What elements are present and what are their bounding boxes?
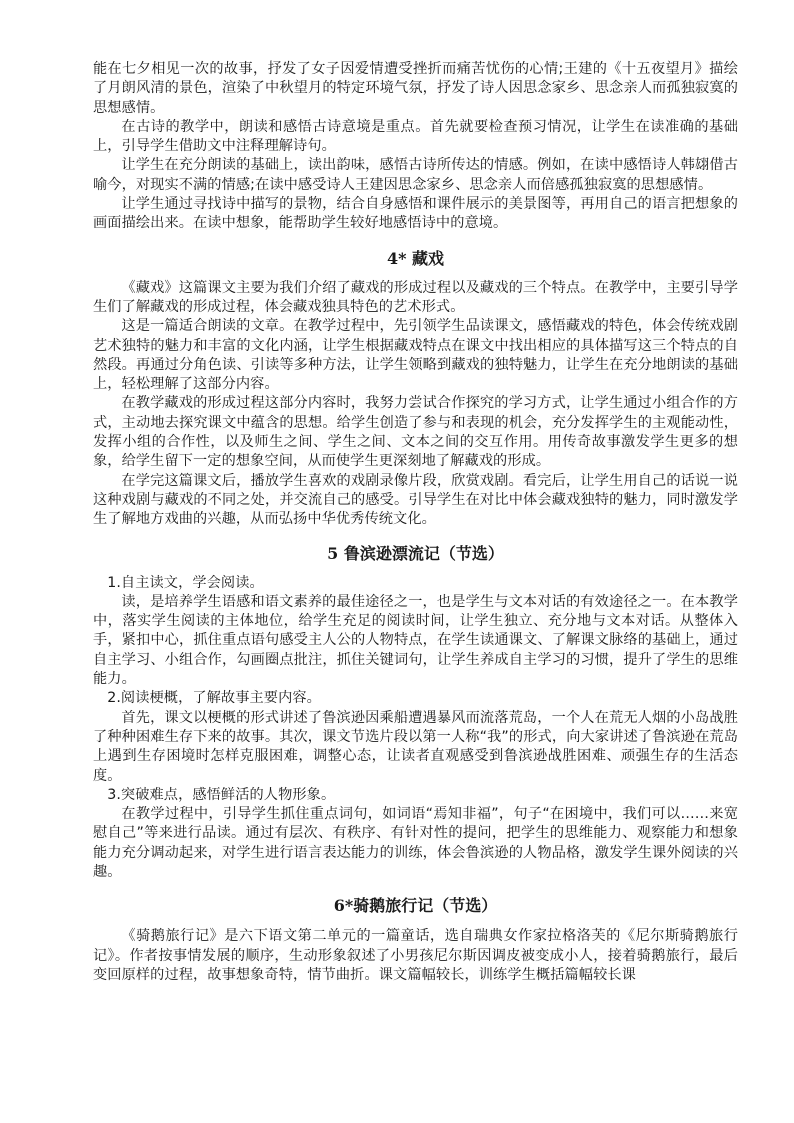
- section-5-item-2: 2.阅读梗概，了解故事主要内容。: [107, 690, 321, 707]
- section-6-paragraph-1: 《骑鹅旅行记》是六下语文第二单元的一篇童话，选自瑞典女作家拉格洛芙的《尼尔斯骑鹅旅行记》。作者按事情发展的顺序，生动形象叙述了小男孩尼尔斯因调皮被变成小人，接着骑鹅旅行，最后变回原样的过程，故事想象奇特，情节曲折。课文篇幅较长，训练学生概括篇幅较长课: [93, 928, 738, 983]
- section-5-paragraph-2: 首先，课文以梗概的形式讲述了鲁滨逊因乘船遭遇暴风而流落荒岛，一个人在荒无人烟的小岛战胜了种种困难生存下来的故事。其次，课文节选片段以第一人称“我”的形式，向大家讲述了鲁滨逊在荒岛上遇到生存困境时怎样克服困难，调整心态，让读者直观感受到鲁滨逊战胜困难、顽强生存的生活态度。: [93, 709, 738, 784]
- section-4-paragraph-1: 《藏戏》这篇课文主要为我们介绍了藏戏的形成过程以及藏戏的三个特点。在教学中，主要引导学生们了解藏戏的形成过程，体会藏戏独具特色的艺术形式。: [93, 279, 738, 315]
- section-5-heading: 5 鲁滨逊漂流记（节选）: [327, 543, 504, 563]
- section-5-paragraph-3: 在教学过程中，引导学生抓住重点词句，如词语“焉知非福”，句子“在困境中，我们可以……来宽慰自己”等来进行品读。通过有层次、有秩序、有针对性的提问，把学生的思维能力、观察能力和想象能力充分调动起来，对学生进行语言表达能力的训练，体会鲁滨逊的人物品格，激发学生课外阅读的兴趣。: [93, 806, 738, 880]
- section-4-paragraph-3: 在教学藏戏的形成过程这部分内容时，我努力尝试合作探究的学习方式，让学生通过小组合作的方式，主动地去探究课文中蕴含的思想。给学生创造了参与和表现的机会，充分发挥学生的主观能动性，发挥小组的合作性，以及师生之间、学生之间、文本之间的交互作用。用传奇故事激发学生更多的想象，给学生留下一定的想象空间，从而使学生更深刻地了解藏戏的形成。: [93, 395, 738, 470]
- section-4-paragraph-4: 在学完这篇课文后，播放学生喜欢的戏剧录像片段，欣赏戏剧。看完后，让学生用自己的话说一说这种戏剧与藏戏的不同之处，并交流自己的感受。引导学生在对比中体会藏戏独特的魅力，同时激发学生了解地方戏曲的兴趣，从而弘扬中华优秀传统文化。: [93, 472, 738, 528]
- section-5-item-1: 1.自主读文，学会阅读。: [107, 574, 264, 591]
- document-page: [93, 60, 738, 985]
- intro-paragraph-3: 让学生在充分朗读的基础上，读出韵味，感悟古诗所传达的情感。例如，在读中感悟诗人韩翃借古喻今，对现实不满的情感;在读中感受诗人王建因思念家乡、思念亲人而倍感孤独寂寞的思想感情。: [93, 157, 738, 193]
- section-5-paragraph-1: 读，是培养学生语感和语文素养的最佳途径之一，也是学生与文本对话的有效途径之一。在本教学中，落实学生阅读的主体地位，给学生充足的阅读时间，让学生独立、充分地与文本对话。从整体入手，紧扣中心，抓住重点语句感受主人公的人物特点，在学生读通课文、了解课文脉络的基础上，通过自主学习、小组合作，勾画圈点批注，抓住关键词句，让学生养成自主学习的习惯，提升了学生的思维能力。: [93, 593, 738, 688]
- section-4-heading: 4* 藏戏: [386, 248, 445, 268]
- intro-paragraph-4: 让学生通过寻找诗中描写的景物，结合自身感悟和课件展示的美景图等，再用自己的语言把想象的画面描绘出来。在读中想象，能帮助学生较好地感悟诗中的意境。: [93, 196, 738, 232]
- intro-paragraph-1: 能在七夕相见一次的故事，抒发了女子因爱情遭受挫折而痛苦忧伤的心情;王建的《十五夜望月》描绘了月朗风清的景色，渲染了中秋望月的特定环境气氛，抒发了诗人因思念家乡、思念亲人而孤独寂寞的思想感情。: [93, 61, 738, 116]
- section-4-paragraph-2: 这是一篇适合朗读的文章。在教学过程中，先引领学生品读课文，感悟藏戏的特色，体会传统戏剧艺术独特的魅力和丰富的文化内涵，让学生根据藏戏特点在课文中找出相应的具体描写这三个特点的自然段。再通过分角色读、引读等多种方法，让学生领略到藏戏的独特魅力，让学生在充分地朗读的基础上，轻松理解了这部分内容。: [93, 318, 738, 393]
- section-5-item-3: 3.突破难点，感悟鲜活的人物形象。: [107, 786, 336, 803]
- intro-paragraph-2: 在古诗的教学中，朗读和感悟古诗意境是重点。首先就要检查预习情况，让学生在读准确的基础上，引导学生借助文中注释理解诗句。: [93, 118, 738, 155]
- section-6-heading: 6*骑鹅旅行记（节选）: [333, 896, 498, 916]
